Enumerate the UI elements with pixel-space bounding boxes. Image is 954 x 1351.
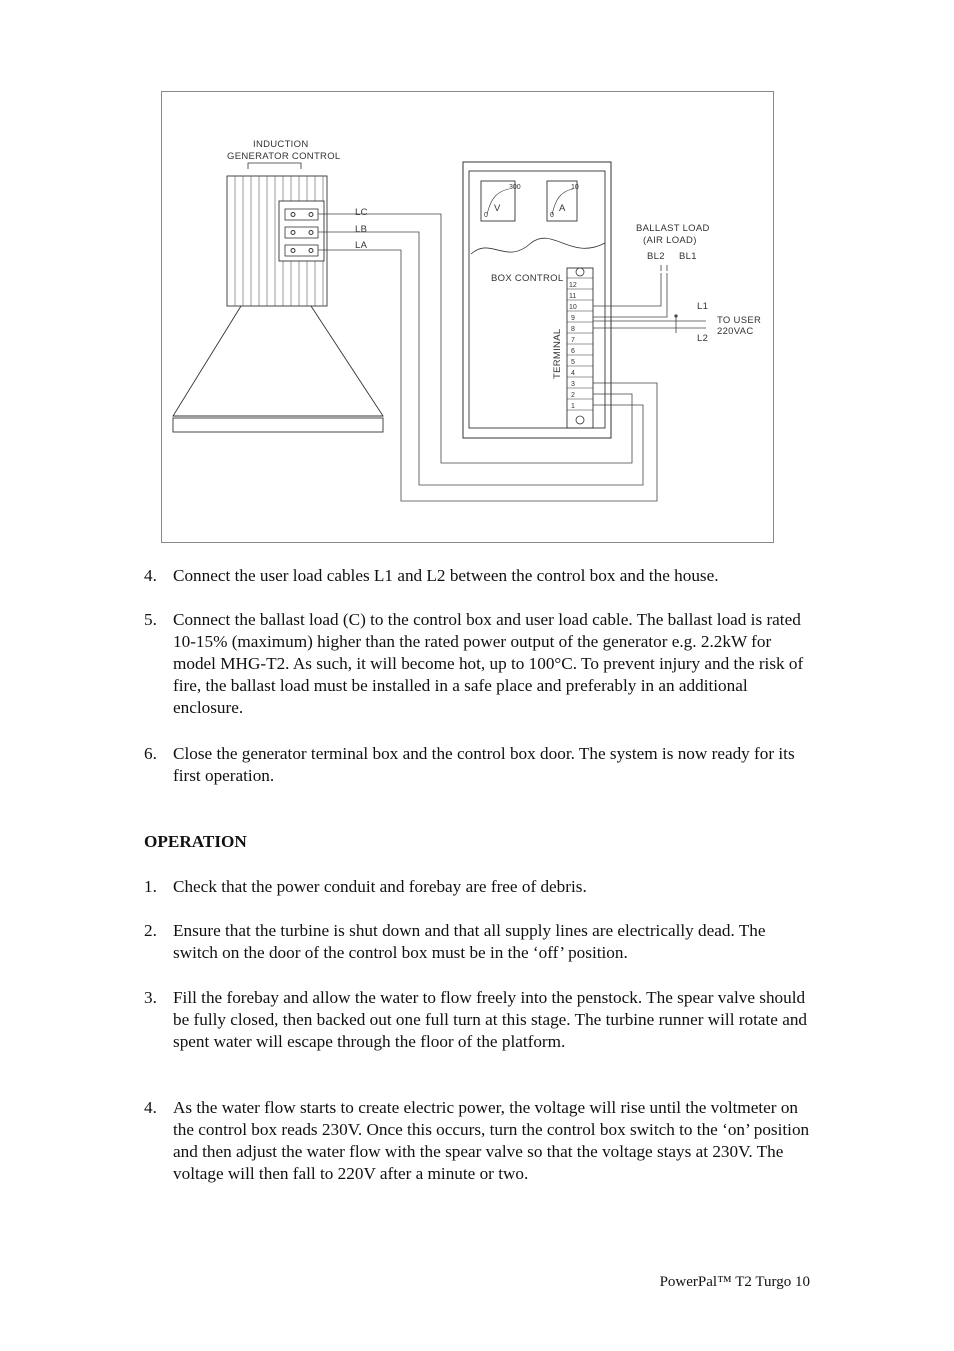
label-lb: LB [355,224,368,235]
to-user-voltage-label: 220VAC [717,326,754,337]
step-text: Fill the forebay and allow the water to flow freely into the penstock. The spear valve should be fully closed, then backed out one full turn at this stage. The turbine runner will rotate and spent water will escape through the floor of the platform. [173,988,808,1051]
step-number: 4. [144,1098,157,1117]
to-user-label: TO USER [717,315,762,326]
step-text: Connect the ballast load (C) to the control box and user load cable. The ballast load is rated 10-15% (maximum) higher than the rated power output of the generator e.g. 2.2kW for model MHG-T2. As such, it will become hot, up to 100°C. To prevent injury and the risk of fire, the ballast load must be installed in a safe place and preferably in an additional enclosure. [173,610,804,717]
box-control-label: BOX CONTROL [491,273,564,284]
igc-label-2: GENERATOR CONTROL [227,151,341,162]
terminal-9: 9 [571,315,575,322]
bl2-label: BL2 [647,251,665,262]
bl1-label: BL1 [679,251,697,262]
ammeter-max: 10 [571,184,579,191]
operation-heading: OPERATION [144,832,247,851]
induction-generator-control-unit [227,176,327,306]
operation-step-4 [144,1097,814,1185]
step-text: Close the generator terminal box and the control box door. The system is now ready for its first operation. [173,744,795,785]
step-text: Check that the power conduit and forebay are free of debris. [173,877,587,896]
l2-label: L2 [697,333,709,344]
terminal-6: 6 [571,348,575,355]
step-number: 6. [144,744,157,763]
terminal-3: 3 [571,381,575,388]
step-text: Connect the user load cables L1 and L2 between the control box and the house. [173,566,719,585]
terminal-7: 7 [571,337,575,344]
label-la: LA [355,240,368,251]
terminal-11: 11 [569,293,577,300]
user-load-wires [593,315,706,333]
igc-wires [318,214,657,501]
terminal-2: 2 [571,392,575,399]
igc-label-1: INDUCTION [253,139,309,150]
step-text: As the water flow starts to create electric power, the voltage will rise until the voltmeter on the control box reads 230V. Once this occurs, turn the control box switch to the ‘on’ position and then adjust the water flow with the spear valve so that the voltage stays at 230V. The voltage will then fall to 220V after a minute or two. [173,1098,810,1183]
step-6-close-boxes [144,743,814,787]
air-load-label: (AIR LOAD) [643,235,697,246]
operation-step-1 [144,876,814,898]
terminal-1: 1 [571,403,575,410]
step-number: 4. [144,566,157,585]
step-text: Ensure that the turbine is shut down and that all supply lines are electrically dead. The switch on the door of the control box must be in the ‘off’ position. [173,921,766,962]
page-footer: PowerPal™ T2 Turgo 10 [659,1274,810,1290]
operation-step-3 [144,987,814,1053]
step-number: 3. [144,988,157,1007]
ballast-wires [593,265,667,317]
terminal-label: TERMINAL [552,328,563,379]
step-number: 2. [144,921,157,940]
step-number: 1. [144,877,157,896]
ballast-load-label: BALLAST LOAD [636,223,710,234]
voltmeter-symbol: V [494,203,501,214]
terminal-10: 10 [569,304,577,311]
l1-label: L1 [697,301,709,312]
voltmeter-max: 300 [509,184,521,191]
label-lc: LC [355,207,368,218]
terminal-8: 8 [571,326,575,333]
voltmeter-min: 0 [484,212,488,219]
control-box [463,162,611,438]
terminal-12: 12 [569,282,577,289]
ammeter-min: 0 [550,212,554,219]
terminal-5: 5 [571,359,575,366]
terminal-4: 4 [571,370,575,377]
ammeter-symbol: A [559,203,566,214]
step-4-connect-user-load [144,565,814,587]
step-number: 5. [144,610,157,629]
step-5-connect-ballast-load [144,609,814,719]
operation-step-2 [144,920,814,964]
wiring-diagram [161,91,774,543]
